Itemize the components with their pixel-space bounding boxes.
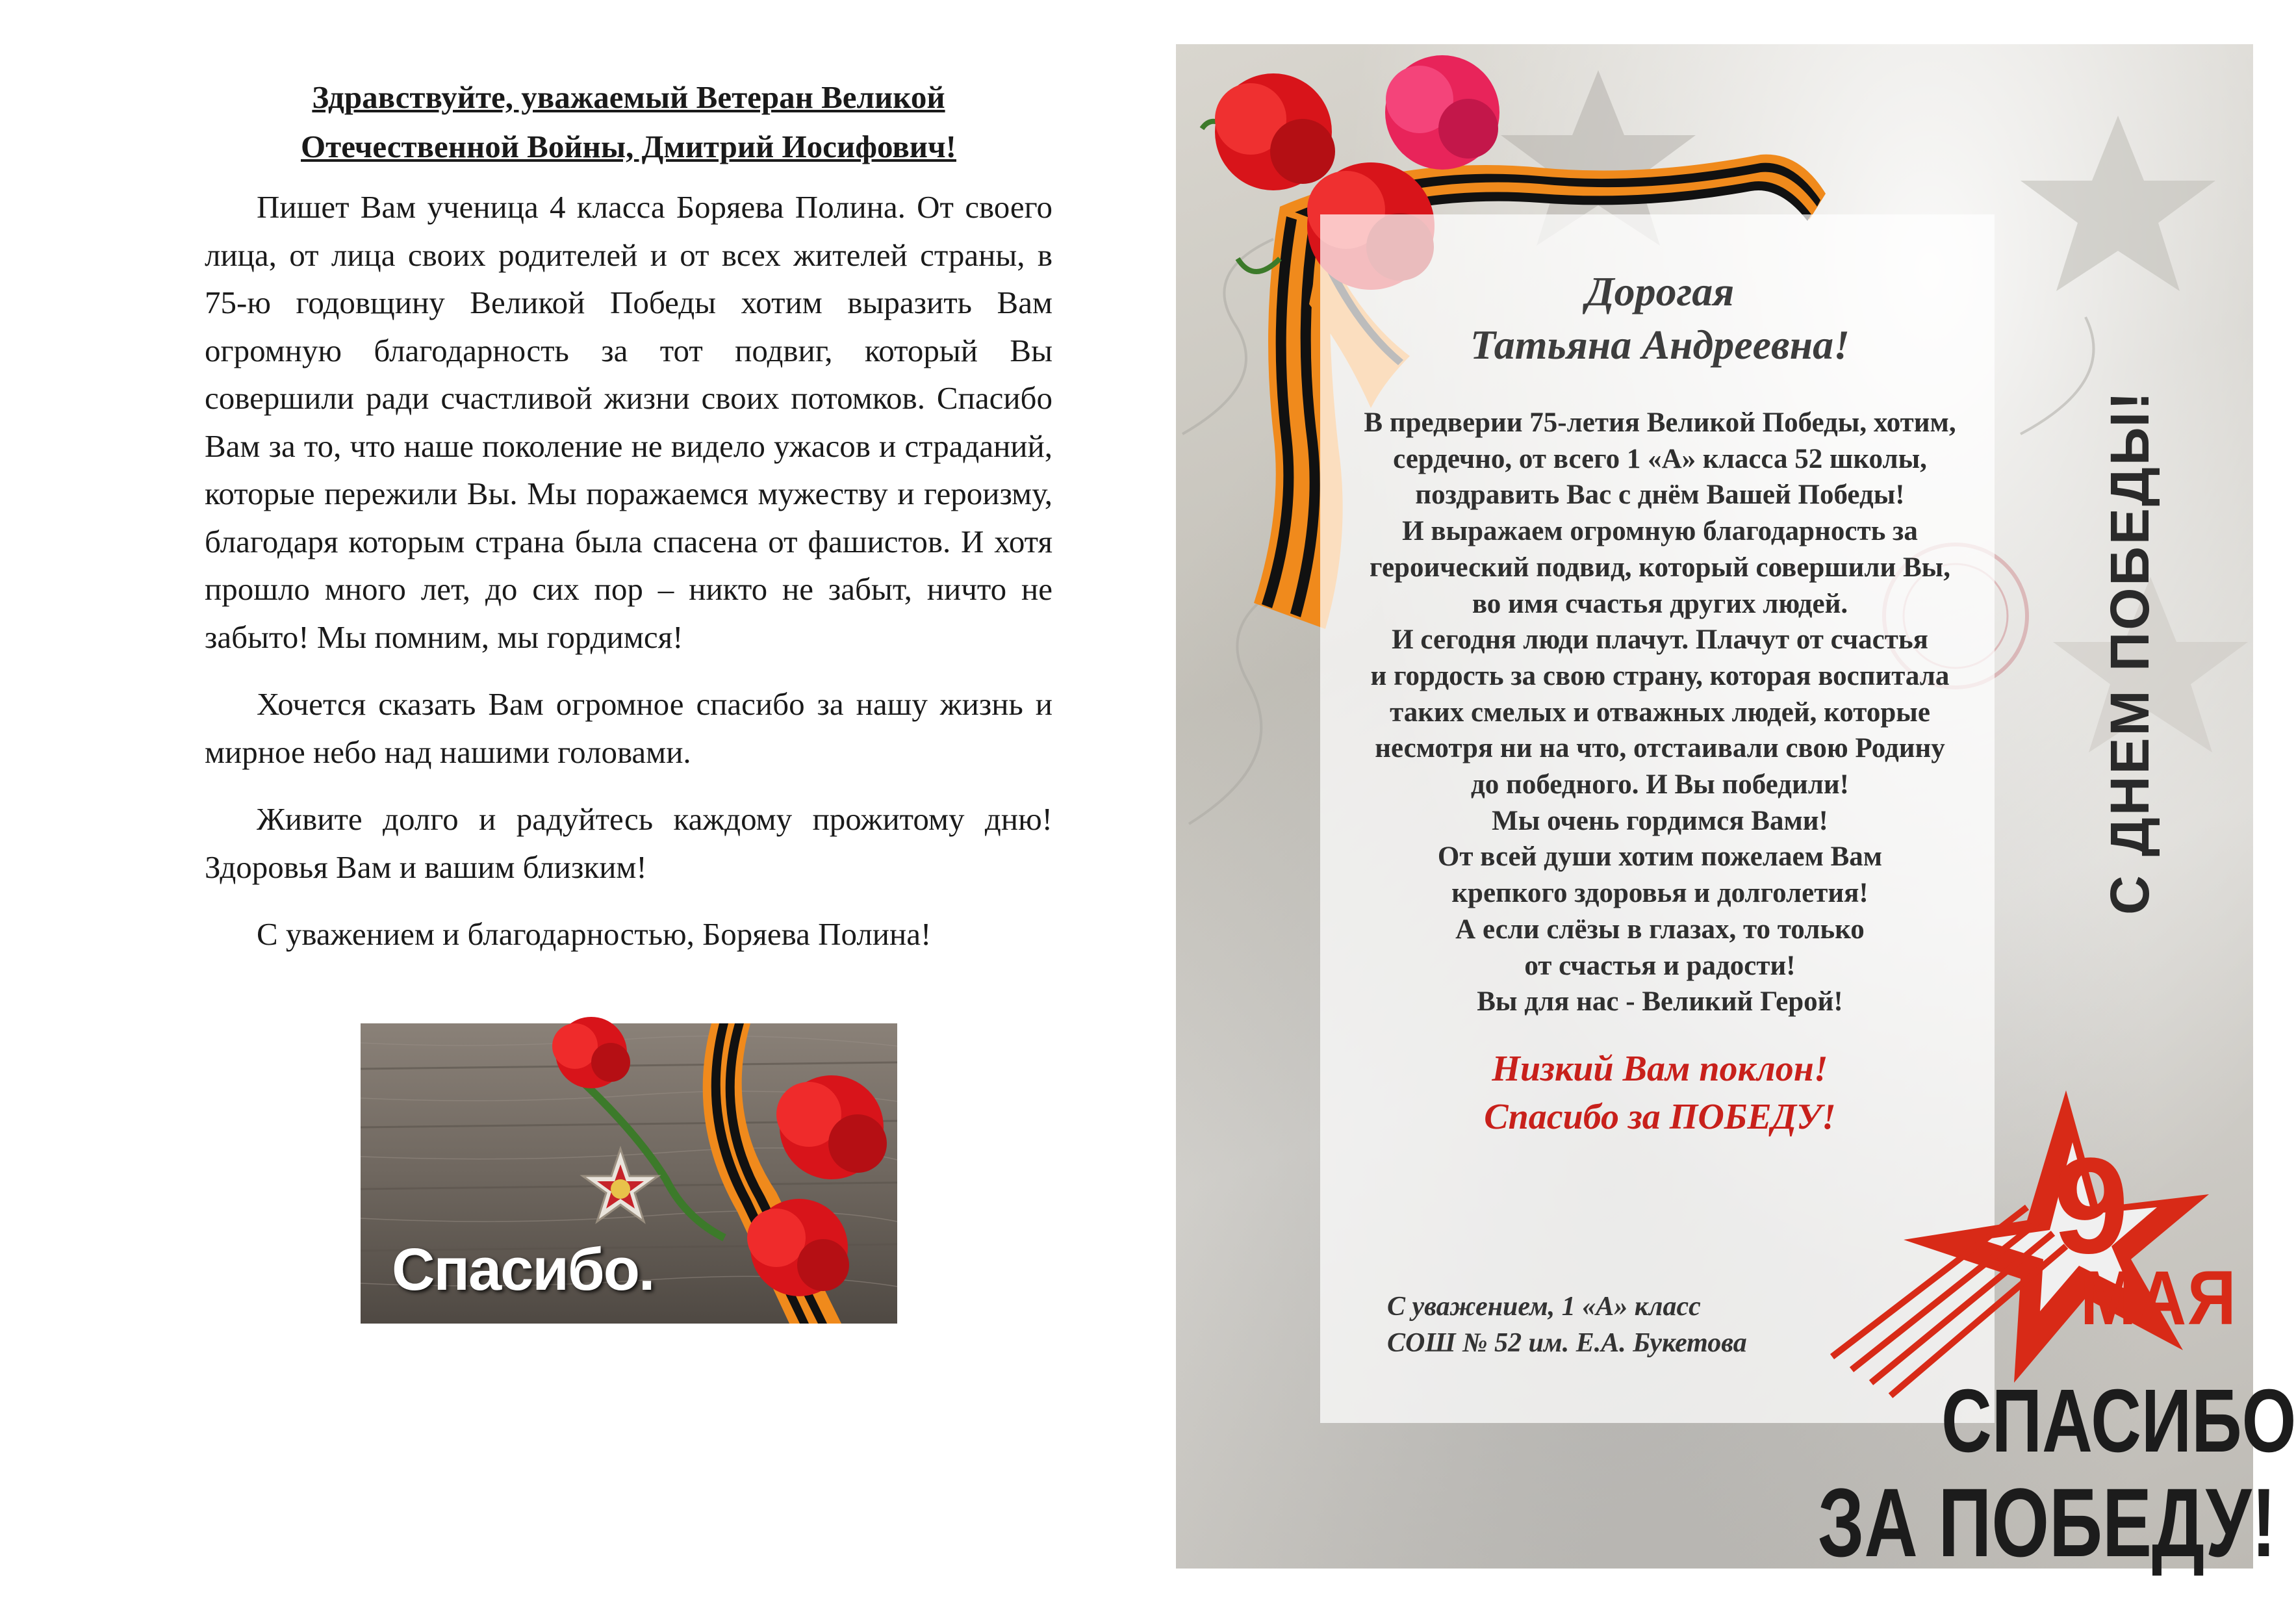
left-letter-page	[0, 0, 1141, 1614]
logo-number: 9	[2053, 1129, 2129, 1282]
letter-heading-line-1: Здравствуйте, уважаемый Ветеран Великой	[312, 79, 945, 115]
logo-line-1: СПАСИБО	[1941, 1371, 2296, 1471]
message-line: поздравить Вас с днём Вашей Победы!	[1415, 480, 1905, 511]
right-greeting-card	[1176, 44, 2296, 1577]
carnation-icon	[1385, 55, 1499, 170]
letter-heading	[205, 73, 1052, 172]
message-line: И выражаем огромную благодарность за	[1402, 516, 1918, 547]
message-line: И сегодня люди плачут. Плачут от счастья	[1392, 624, 1928, 656]
logo-line-2: ЗА ПОБЕДУ!	[1818, 1468, 2277, 1577]
message-line: В предверии 75-летия Великой Победы, хотим,	[1364, 407, 1956, 438]
victory-day-vertical-title: С ДНЕМ ПОБЕДЫ!	[2099, 389, 2160, 915]
message-line: Вы для нас - Великий Герой!	[1477, 986, 1843, 1018]
greeting-line-1: Дорогая	[1585, 268, 1735, 314]
message-line: до победного. И Вы победили!	[1471, 769, 1849, 801]
letter-paragraph-2: Хочется сказать Вам огромное спасибо за нашу жизнь и мирное небо над нашими головами.	[205, 686, 1052, 770]
congratulation-message	[1312, 405, 2008, 1020]
signature-line-1: С уважением, 1 «А» класс	[1387, 1292, 1701, 1322]
message-line: несмотря ни на что, отстаивали свою Родину	[1375, 733, 1945, 764]
photo-caption: Спасибо.	[392, 1236, 654, 1303]
letter-signoff: С уважением и благодарностью, Боряева Полина!	[257, 916, 932, 952]
thank-you-photo	[361, 1023, 897, 1324]
message-line: от счастья и радости!	[1524, 950, 1796, 981]
logo-month: МАЯ	[2080, 1255, 2238, 1341]
greeting-line-2: Татьяна Андреевна!	[1470, 322, 1850, 368]
class-signature	[1387, 1288, 1842, 1361]
carnation-icon	[1202, 73, 1335, 190]
letter-body	[205, 183, 1052, 978]
closing-line-2: Спасибо за ПОБЕДУ!	[1484, 1097, 1836, 1137]
message-line: и гордость за свою страну, которая воспитала	[1370, 660, 1950, 691]
message-line: А если слёзы в глазах, то только	[1455, 914, 1865, 945]
greeting-title	[1325, 265, 1995, 372]
message-line: героический подвид, который совершили Вы,	[1370, 552, 1950, 583]
message-line: крепкого здоровья и долголетия!	[1451, 878, 1869, 909]
star-icon	[2021, 116, 2215, 291]
letter-paragraph-3: Живите долго и радуйтесь каждому прожитому дню! Здоровья Вам и вашим близким!	[205, 801, 1052, 885]
closing-line-1: Низкий Вам поклон!	[1492, 1049, 1828, 1089]
letter-paragraph-1: Пишет Вам ученица 4 класса Боряева Полина. От своего лица, от лица своих родителей и от всех жителей страны, в 75-ю годовщину Великой Победы хотим выразить Вам огромную благодарность за тот подвиг, который Вы совершили ради счастливой жизни своих потомков. Спасибо Вам за то, что наше поколение не видело ужасов и страданий, которые пережили Вы. Мы поражаемся мужеству и героизму, благодаря которым страна была спасена от фашистов. И хотя прошло много лет, до сих пор – никто не забыт, ничто не забыто! Мы помним, мы гордимся!	[205, 189, 1052, 655]
signature-line-2: СОШ № 52 им. Е.А. Букетова	[1387, 1328, 1747, 1358]
message-line: сердечно, от всего 1 «А» класса 52 школы,	[1393, 443, 1927, 474]
message-line: Мы очень гордимся Вами!	[1492, 805, 1828, 836]
message-line: во имя счастья других людей.	[1472, 588, 1848, 619]
message-line: таких смелых и отважных людей, которые	[1390, 697, 1930, 728]
message-line: От всей души хотим пожелаем Вам	[1437, 841, 1883, 873]
letter-heading-line-2: Отечественной Войны, Дмитрий Иосифович!	[301, 129, 956, 164]
